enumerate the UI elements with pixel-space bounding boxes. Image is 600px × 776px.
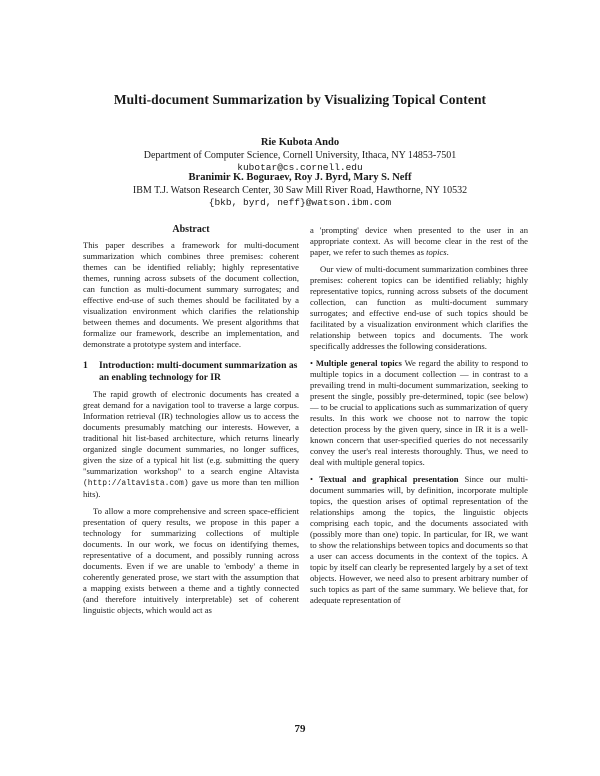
paper-title: Multi-document Summarization by Visualizing Topical Content (113, 92, 487, 107)
topics-emphasis: topics (426, 247, 447, 257)
section-heading (83, 360, 299, 383)
author-names-2: Branimir K. Boguraev, Roy J. Byrd, Mary S. Neff (188, 172, 412, 183)
page-number: 79 (294, 723, 306, 735)
continued-paragraph-text: a 'prompting' device when presented to the user in an appropriate context. As will become clear in the rest of the paper, we refer to such themes as (310, 225, 528, 257)
author-email-1: kubotar@cs.cornell.edu (237, 162, 363, 173)
altavista-url: (http://altavista.com) (83, 479, 189, 488)
bullet-1-marker: • (310, 358, 314, 368)
author-block-2 (0, 172, 600, 210)
bullet-2-marker: • (310, 474, 314, 484)
intro-paragraph-1-end: gave us more than ten million hits). (83, 477, 299, 499)
continued-paragraph (310, 225, 528, 258)
view-paragraph: Our view of multi-document summarization combines three premises: coherent topics can be identified reliably; highly representative topics, running across subsets of the document collection, can function as multi-document summary surrogates; and effective end-use of such topics should be facilitated by a visualization environment which clarifies the relationship between topics and documents. The work specifically addresses the following considerations. (310, 264, 528, 351)
bullet-1-text: We regard the ability to respond to multiple topics in a document collection — in contrast to a prevailing trend in multi-document summarization, seeking to present the single, possibly pre-determined, topic (see below) — to be crucial to applications such as summarization of query results. In this work we choose not to narrow the topic detection process by the given query, since in IR it is a well-known concern that user-specified queries do not necessarily convey the user's real interests thoroughly. Thus, we need to deal with multiple general topics. (310, 358, 529, 467)
right-column (310, 225, 528, 606)
author-names-1: Rie Kubota Ando (260, 137, 340, 148)
bullet-1-heading: Multiple general topics (315, 358, 402, 368)
left-column (83, 224, 299, 616)
author-affiliation-1: Department of Computer Science, Cornell University, Ithaca, NY 14853-7501 (143, 149, 457, 161)
abstract-heading: Abstract (172, 224, 210, 235)
author-email-2: {bkb, byrd, neff}@watson.ibm.com (208, 197, 392, 208)
intro-paragraph-2: To allow a more comprehensive and screen space-efficient presentation of query results, we propose in this paper a technology for summarizing collections of multiple documents. In our work, we focus on identifying themes, representative of a document, and possibly running across documents. Even if we are unable to 'embody' a theme in coherently generated prose, we start with the assumption that a mapping exists between a theme and a tightly connected (and therefore intuitively interpretable) set of coherent linguistic objects, which would act as (83, 506, 299, 615)
author-affiliation-2: IBM T.J. Watson Research Center, 30 Saw Mill River Road, Hawthorne, NY 10532 (132, 184, 468, 196)
bullet-multiple-topics (310, 358, 528, 468)
section-title: Introduction: multi-document summarization as an enabling technology for IR (99, 360, 298, 383)
continued-paragraph-end: . (446, 247, 449, 257)
intro-paragraph-1 (83, 389, 299, 500)
section-number: 1 (83, 360, 88, 371)
bullet-2-heading: Textual and graphical presentation (318, 474, 459, 484)
bullet-2-text: Since our multi-document summaries will, by definition, incorporate multiple topics, the question arises of optimal representation of the relationships among the topics, the linguistic objects comprising each topic, and the documents associated with (possibly more than one) topic. In particular, for IR, we want to show the relationships between topics and documents so that a user can access documents in the context of the topics. A topic by itself can clearly be represented largely by a set of text objects. However, we need also to present arbitrary number of such topics as part of the same summary. We believe that, for adequate representation of (310, 474, 528, 605)
abstract-text: This paper describes a framework for multi-document summarization which combines three premises: coherent themes can be identified reliably; highly representative themes, running across subsets of the document collection, can function as multi-document summary surrogates; and effective end-use of such themes should be facilitated by a visualization environment which clarifies the relationship between themes and documents. We present algorithms that formalize our framework, describe an implementation, and demonstrate a prototype system and interface. (83, 240, 299, 349)
intro-paragraph-1-text: The rapid growth of electronic documents has created a great demand for a navigation tool to traverse a large corpus. Information retrieval (IR) technologies allow us to access the documents presumably matching our interests. However, a traditional hit list-based architecture, which returns linearly organized single document summaries, no longer suffices, given the size of a typical hit list (e.g. submitting the query "summarization workshop" to a search engine Altavista (83, 389, 299, 476)
bullet-presentation (310, 474, 528, 606)
author-block-1 (0, 137, 600, 175)
